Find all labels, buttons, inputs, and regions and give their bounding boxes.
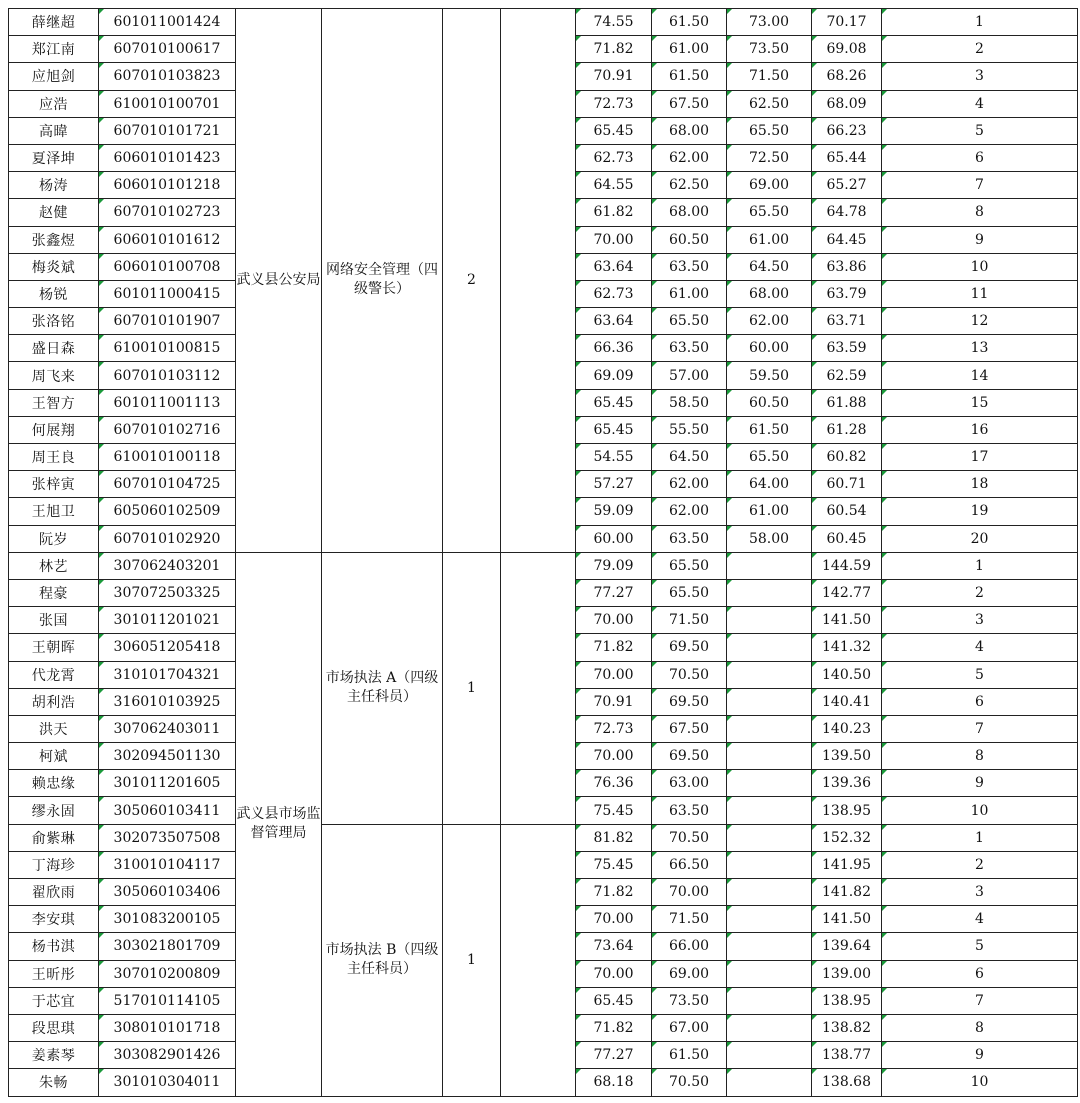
- score-3: [727, 851, 812, 878]
- results-table: [8, 8, 1078, 1097]
- rank: 1: [882, 824, 1078, 851]
- candidate-name: 姜素琴: [9, 1042, 99, 1069]
- candidate-name: 杨书淇: [9, 933, 99, 960]
- table-row: [9, 824, 1078, 851]
- rank: 6: [882, 144, 1078, 171]
- candidate-name: 张梓寅: [9, 471, 99, 498]
- score-2: 68.00: [652, 199, 727, 226]
- score-2: 62.00: [652, 498, 727, 525]
- score-3: [727, 960, 812, 987]
- candidate-id: 601011000415: [99, 280, 236, 307]
- rank: 4: [882, 906, 1078, 933]
- candidate-id: 607010101721: [99, 117, 236, 144]
- candidate-name: 翟欣雨: [9, 879, 99, 906]
- score-2: 66.50: [652, 851, 727, 878]
- candidate-id: 301010304011: [99, 1069, 236, 1096]
- total-score: 65.44: [812, 144, 882, 171]
- total-score: 139.00: [812, 960, 882, 987]
- rank: 8: [882, 1014, 1078, 1041]
- rank: 18: [882, 471, 1078, 498]
- candidate-id: 303021801709: [99, 933, 236, 960]
- total-score: 64.45: [812, 226, 882, 253]
- score-3: 61.00: [727, 226, 812, 253]
- total-score: 63.71: [812, 308, 882, 335]
- score-2: 70.50: [652, 824, 727, 851]
- results-table-body: [9, 9, 1078, 1097]
- score-2: 63.50: [652, 797, 727, 824]
- candidate-name: 张国: [9, 607, 99, 634]
- candidate-name: 盛日森: [9, 335, 99, 362]
- score-3: 60.00: [727, 335, 812, 362]
- candidate-name: 应浩: [9, 90, 99, 117]
- candidate-name: 郑江南: [9, 36, 99, 63]
- score-1: 65.45: [576, 987, 652, 1014]
- total-score: 138.77: [812, 1042, 882, 1069]
- rank: 8: [882, 743, 1078, 770]
- score-2: 69.50: [652, 688, 727, 715]
- quota-count: 2: [443, 9, 501, 553]
- rank: 6: [882, 960, 1078, 987]
- candidate-name: 俞紫琳: [9, 824, 99, 851]
- blank-cell: [501, 824, 576, 1096]
- score-1: 70.91: [576, 63, 652, 90]
- score-2: 60.50: [652, 226, 727, 253]
- score-1: 64.55: [576, 172, 652, 199]
- rank: 9: [882, 770, 1078, 797]
- score-3: 73.00: [727, 9, 812, 36]
- candidate-name: 王昕彤: [9, 960, 99, 987]
- total-score: 66.23: [812, 117, 882, 144]
- score-3: 58.00: [727, 525, 812, 552]
- score-3: 59.50: [727, 362, 812, 389]
- candidate-id: 302094501130: [99, 743, 236, 770]
- score-3: [727, 552, 812, 579]
- candidate-id: 307010200809: [99, 960, 236, 987]
- score-3: 60.50: [727, 389, 812, 416]
- rank: 3: [882, 63, 1078, 90]
- score-3: 68.00: [727, 280, 812, 307]
- candidate-name: 阮岁: [9, 525, 99, 552]
- total-score: 60.54: [812, 498, 882, 525]
- rank: 5: [882, 661, 1078, 688]
- total-score: 140.23: [812, 715, 882, 742]
- score-3: [727, 906, 812, 933]
- candidate-name: 林艺: [9, 552, 99, 579]
- candidate-id: 607010103823: [99, 63, 236, 90]
- score-1: 74.55: [576, 9, 652, 36]
- score-2: 70.50: [652, 661, 727, 688]
- score-2: 70.00: [652, 879, 727, 906]
- score-2: 69.50: [652, 634, 727, 661]
- score-2: 61.50: [652, 63, 727, 90]
- score-3: [727, 579, 812, 606]
- score-2: 63.00: [652, 770, 727, 797]
- score-1: 70.00: [576, 743, 652, 770]
- candidate-id: 610010100815: [99, 335, 236, 362]
- candidate-id: 607010102723: [99, 199, 236, 226]
- total-score: 140.41: [812, 688, 882, 715]
- score-3: 64.00: [727, 471, 812, 498]
- candidate-id: 607010102716: [99, 416, 236, 443]
- candidate-name: 缪永固: [9, 797, 99, 824]
- score-2: 73.50: [652, 987, 727, 1014]
- score-1: 62.73: [576, 280, 652, 307]
- rank: 5: [882, 117, 1078, 144]
- score-1: 66.36: [576, 335, 652, 362]
- rank: 3: [882, 607, 1078, 634]
- score-1: 65.45: [576, 416, 652, 443]
- score-2: 65.50: [652, 579, 727, 606]
- table-row: [9, 552, 1078, 579]
- candidate-id: 606010101423: [99, 144, 236, 171]
- score-1: 81.82: [576, 824, 652, 851]
- rank: 5: [882, 933, 1078, 960]
- total-score: 141.32: [812, 634, 882, 661]
- total-score: 63.79: [812, 280, 882, 307]
- rank: 8: [882, 199, 1078, 226]
- candidate-name: 夏泽坤: [9, 144, 99, 171]
- score-1: 75.45: [576, 851, 652, 878]
- score-2: 71.50: [652, 607, 727, 634]
- candidate-id: 305060103411: [99, 797, 236, 824]
- score-3: [727, 879, 812, 906]
- total-score: 65.27: [812, 172, 882, 199]
- total-score: 139.50: [812, 743, 882, 770]
- candidate-name: 何展翔: [9, 416, 99, 443]
- candidate-id: 607010101907: [99, 308, 236, 335]
- candidate-id: 307072503325: [99, 579, 236, 606]
- total-score: 142.77: [812, 579, 882, 606]
- total-score: 62.59: [812, 362, 882, 389]
- total-score: 60.71: [812, 471, 882, 498]
- candidate-id: 517010114105: [99, 987, 236, 1014]
- score-3: 65.50: [727, 117, 812, 144]
- score-1: 65.45: [576, 117, 652, 144]
- score-1: 57.27: [576, 471, 652, 498]
- score-1: 71.82: [576, 36, 652, 63]
- candidate-name: 于芯宜: [9, 987, 99, 1014]
- rank: 9: [882, 1042, 1078, 1069]
- score-3: 61.50: [727, 416, 812, 443]
- candidate-name: 赵健: [9, 199, 99, 226]
- table-row: [9, 9, 1078, 36]
- candidate-name: 程豪: [9, 579, 99, 606]
- total-score: 63.86: [812, 253, 882, 280]
- score-2: 67.50: [652, 715, 727, 742]
- candidate-name: 段思琪: [9, 1014, 99, 1041]
- score-3: [727, 743, 812, 770]
- total-score: 68.26: [812, 63, 882, 90]
- total-score: 141.50: [812, 607, 882, 634]
- score-2: 65.50: [652, 552, 727, 579]
- score-3: 65.50: [727, 199, 812, 226]
- score-3: [727, 987, 812, 1014]
- rank: 2: [882, 579, 1078, 606]
- candidate-id: 301011201021: [99, 607, 236, 634]
- candidate-name: 李安琪: [9, 906, 99, 933]
- score-2: 62.00: [652, 471, 727, 498]
- candidate-id: 605060102509: [99, 498, 236, 525]
- rank: 7: [882, 172, 1078, 199]
- score-3: 62.50: [727, 90, 812, 117]
- score-2: 61.50: [652, 1042, 727, 1069]
- score-1: 70.91: [576, 688, 652, 715]
- candidate-name: 柯斌: [9, 743, 99, 770]
- candidate-id: 310101704321: [99, 661, 236, 688]
- rank: 9: [882, 226, 1078, 253]
- score-1: 77.27: [576, 1042, 652, 1069]
- total-score: 138.95: [812, 987, 882, 1014]
- rank: 10: [882, 1069, 1078, 1096]
- candidate-id: 607010103112: [99, 362, 236, 389]
- score-2: 67.50: [652, 90, 727, 117]
- rank: 3: [882, 879, 1078, 906]
- score-1: 59.09: [576, 498, 652, 525]
- score-2: 61.50: [652, 9, 727, 36]
- rank: 7: [882, 715, 1078, 742]
- candidate-name: 朱畅: [9, 1069, 99, 1096]
- score-1: 69.09: [576, 362, 652, 389]
- score-1: 63.64: [576, 253, 652, 280]
- quota-count: 1: [443, 824, 501, 1096]
- total-score: 63.59: [812, 335, 882, 362]
- score-3: [727, 1069, 812, 1096]
- score-1: 70.00: [576, 960, 652, 987]
- score-3: [727, 634, 812, 661]
- candidate-name: 代龙霄: [9, 661, 99, 688]
- score-1: 71.82: [576, 1014, 652, 1041]
- total-score: 70.17: [812, 9, 882, 36]
- score-3: [727, 933, 812, 960]
- candidate-id: 307062403201: [99, 552, 236, 579]
- score-3: 72.50: [727, 144, 812, 171]
- score-2: 69.00: [652, 960, 727, 987]
- candidate-name: 薛继超: [9, 9, 99, 36]
- candidate-id: 610010100118: [99, 444, 236, 471]
- rank: 14: [882, 362, 1078, 389]
- candidate-id: 607010104725: [99, 471, 236, 498]
- candidate-id: 310010104117: [99, 851, 236, 878]
- score-1: 54.55: [576, 444, 652, 471]
- score-1: 72.73: [576, 90, 652, 117]
- total-score: 141.95: [812, 851, 882, 878]
- candidate-id: 316010103925: [99, 688, 236, 715]
- score-3: [727, 688, 812, 715]
- candidate-id: 601011001113: [99, 389, 236, 416]
- score-3: 71.50: [727, 63, 812, 90]
- total-score: 60.45: [812, 525, 882, 552]
- candidate-name: 赖忠缘: [9, 770, 99, 797]
- unit-name: 武义县市场监督管理局: [236, 552, 322, 1096]
- score-3: [727, 1014, 812, 1041]
- rank: 12: [882, 308, 1078, 335]
- total-score: 141.50: [812, 906, 882, 933]
- score-1: 77.27: [576, 579, 652, 606]
- position-name: 网络安全管理（四级警长）: [322, 9, 443, 553]
- score-2: 65.50: [652, 308, 727, 335]
- total-score: 138.68: [812, 1069, 882, 1096]
- score-2: 62.50: [652, 172, 727, 199]
- total-score: 60.82: [812, 444, 882, 471]
- score-2: 70.50: [652, 1069, 727, 1096]
- total-score: 139.64: [812, 933, 882, 960]
- rank: 4: [882, 90, 1078, 117]
- rank: 20: [882, 525, 1078, 552]
- score-2: 69.50: [652, 743, 727, 770]
- rank: 1: [882, 552, 1078, 579]
- position-name: 市场执法 A（四级主任科员）: [322, 552, 443, 824]
- total-score: 141.82: [812, 879, 882, 906]
- total-score: 68.09: [812, 90, 882, 117]
- candidate-name: 洪天: [9, 715, 99, 742]
- candidate-id: 601011001424: [99, 9, 236, 36]
- candidate-id: 301083200105: [99, 906, 236, 933]
- candidate-id: 606010101612: [99, 226, 236, 253]
- rank: 15: [882, 389, 1078, 416]
- score-2: 71.50: [652, 906, 727, 933]
- candidate-id: 308010101718: [99, 1014, 236, 1041]
- score-2: 68.00: [652, 117, 727, 144]
- candidate-id: 302073507508: [99, 824, 236, 851]
- candidate-id: 301011201605: [99, 770, 236, 797]
- score-1: 70.00: [576, 226, 652, 253]
- candidate-id: 606010100708: [99, 253, 236, 280]
- candidate-name: 丁海珍: [9, 851, 99, 878]
- rank: 4: [882, 634, 1078, 661]
- total-score: 64.78: [812, 199, 882, 226]
- rank: 2: [882, 36, 1078, 63]
- blank-cell: [501, 9, 576, 553]
- score-3: [727, 661, 812, 688]
- total-score: 140.50: [812, 661, 882, 688]
- rank: 19: [882, 498, 1078, 525]
- score-2: 61.00: [652, 36, 727, 63]
- score-2: 64.50: [652, 444, 727, 471]
- rank: 2: [882, 851, 1078, 878]
- candidate-name: 梅炎斌: [9, 253, 99, 280]
- candidate-id: 607010102920: [99, 525, 236, 552]
- score-2: 55.50: [652, 416, 727, 443]
- score-3: [727, 1042, 812, 1069]
- score-2: 61.00: [652, 280, 727, 307]
- score-3: [727, 770, 812, 797]
- candidate-name: 周王良: [9, 444, 99, 471]
- rank: 1: [882, 9, 1078, 36]
- candidate-id: 610010100701: [99, 90, 236, 117]
- score-3: [727, 715, 812, 742]
- rank: 17: [882, 444, 1078, 471]
- candidate-id: 305060103406: [99, 879, 236, 906]
- score-1: 75.45: [576, 797, 652, 824]
- candidate-name: 周飞来: [9, 362, 99, 389]
- score-2: 57.00: [652, 362, 727, 389]
- score-3: [727, 607, 812, 634]
- candidate-name: 王朝晖: [9, 634, 99, 661]
- total-score: 138.82: [812, 1014, 882, 1041]
- score-1: 61.82: [576, 199, 652, 226]
- score-3: 62.00: [727, 308, 812, 335]
- candidate-id: 307062403011: [99, 715, 236, 742]
- total-score: 152.32: [812, 824, 882, 851]
- position-name: 市场执法 B（四级主任科员）: [322, 824, 443, 1096]
- candidate-name: 张鑫煜: [9, 226, 99, 253]
- score-3: [727, 824, 812, 851]
- score-1: 63.64: [576, 308, 652, 335]
- score-3: 65.50: [727, 444, 812, 471]
- score-1: 71.82: [576, 879, 652, 906]
- candidate-name: 胡利浩: [9, 688, 99, 715]
- total-score: 144.59: [812, 552, 882, 579]
- score-1: 72.73: [576, 715, 652, 742]
- rank: 10: [882, 253, 1078, 280]
- candidate-name: 杨涛: [9, 172, 99, 199]
- candidate-name: 王智方: [9, 389, 99, 416]
- rank: 16: [882, 416, 1078, 443]
- candidate-name: 张洛铭: [9, 308, 99, 335]
- candidate-id: 303082901426: [99, 1042, 236, 1069]
- score-3: 61.00: [727, 498, 812, 525]
- score-2: 67.00: [652, 1014, 727, 1041]
- total-score: 61.88: [812, 389, 882, 416]
- score-1: 62.73: [576, 144, 652, 171]
- candidate-id: 606010101218: [99, 172, 236, 199]
- score-2: 58.50: [652, 389, 727, 416]
- total-score: 69.08: [812, 36, 882, 63]
- score-1: 65.45: [576, 389, 652, 416]
- candidate-id: 306051205418: [99, 634, 236, 661]
- score-1: 70.00: [576, 661, 652, 688]
- score-1: 70.00: [576, 607, 652, 634]
- rank: 10: [882, 797, 1078, 824]
- rank: 11: [882, 280, 1078, 307]
- total-score: 61.28: [812, 416, 882, 443]
- candidate-id: 607010100617: [99, 36, 236, 63]
- blank-cell: [501, 552, 576, 824]
- unit-name: 武义县公安局: [236, 9, 322, 553]
- rank: 6: [882, 688, 1078, 715]
- score-1: 60.00: [576, 525, 652, 552]
- candidate-name: 王旭卫: [9, 498, 99, 525]
- score-2: 63.50: [652, 253, 727, 280]
- total-score: 138.95: [812, 797, 882, 824]
- score-1: 70.00: [576, 906, 652, 933]
- score-2: 63.50: [652, 335, 727, 362]
- score-1: 68.18: [576, 1069, 652, 1096]
- score-2: 62.00: [652, 144, 727, 171]
- score-3: [727, 797, 812, 824]
- rank: 7: [882, 987, 1078, 1014]
- score-1: 79.09: [576, 552, 652, 579]
- total-score: 139.36: [812, 770, 882, 797]
- rank: 13: [882, 335, 1078, 362]
- score-2: 63.50: [652, 525, 727, 552]
- score-1: 71.82: [576, 634, 652, 661]
- score-3: 73.50: [727, 36, 812, 63]
- score-1: 76.36: [576, 770, 652, 797]
- candidate-name: 高暐: [9, 117, 99, 144]
- candidate-name: 应旭剑: [9, 63, 99, 90]
- score-3: 64.50: [727, 253, 812, 280]
- score-3: 69.00: [727, 172, 812, 199]
- score-1: 73.64: [576, 933, 652, 960]
- candidate-name: 杨锐: [9, 280, 99, 307]
- quota-count: 1: [443, 552, 501, 824]
- score-2: 66.00: [652, 933, 727, 960]
